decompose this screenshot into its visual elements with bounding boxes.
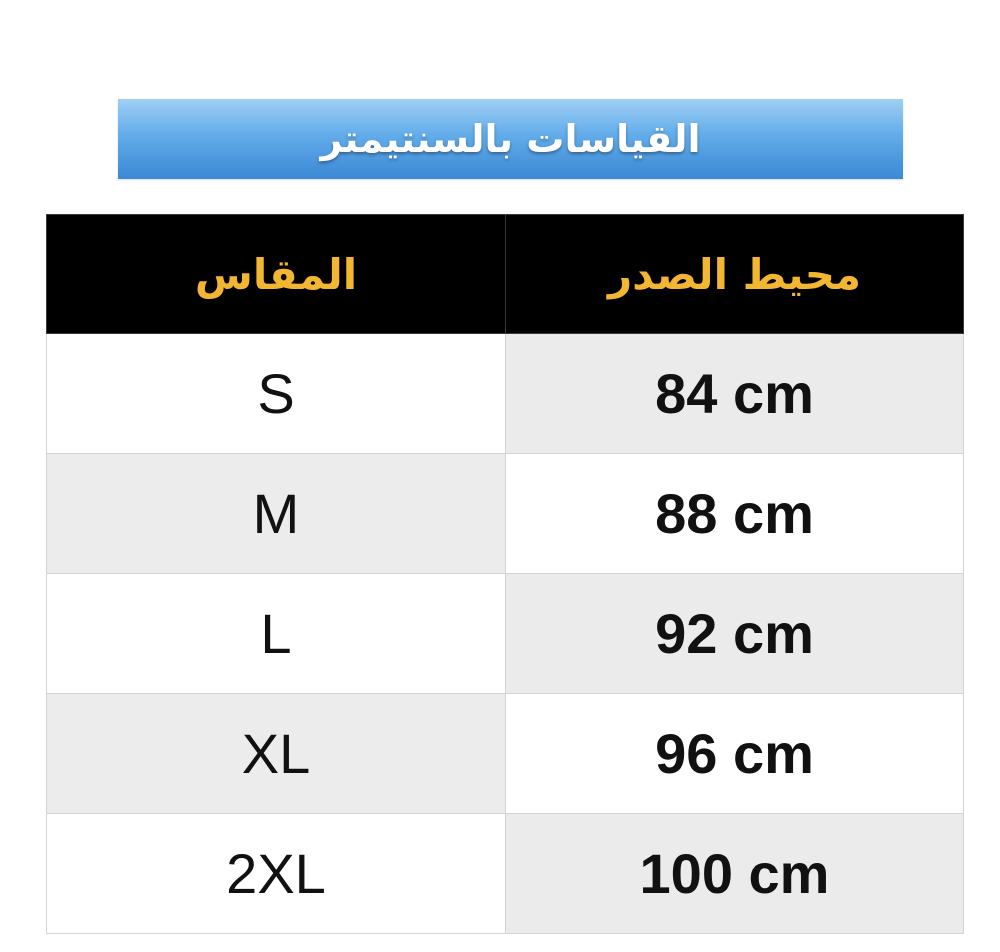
chest-column-header: محيط الصدر <box>506 215 964 334</box>
table-row <box>47 454 964 574</box>
chest-cell: 92 cm <box>506 574 964 694</box>
table-row <box>47 694 964 814</box>
chest-cell: 84 cm <box>506 334 964 454</box>
size-column-header: المقاس <box>47 215 506 334</box>
page-title: القياسات بالسنتيمتر <box>320 117 701 161</box>
chest-cell: 96 cm <box>506 694 964 814</box>
table-row <box>47 574 964 694</box>
size-chart-table <box>46 214 964 934</box>
title-banner <box>118 99 903 179</box>
table-row <box>47 814 964 934</box>
chest-cell: 88 cm <box>506 454 964 574</box>
size-cell: XL <box>47 694 506 814</box>
size-cell: L <box>47 574 506 694</box>
size-cell: 2XL <box>47 814 506 934</box>
size-cell: S <box>47 334 506 454</box>
table-row <box>47 334 964 454</box>
chest-cell: 100 cm <box>506 814 964 934</box>
table-header-row <box>47 215 964 334</box>
size-cell: M <box>47 454 506 574</box>
